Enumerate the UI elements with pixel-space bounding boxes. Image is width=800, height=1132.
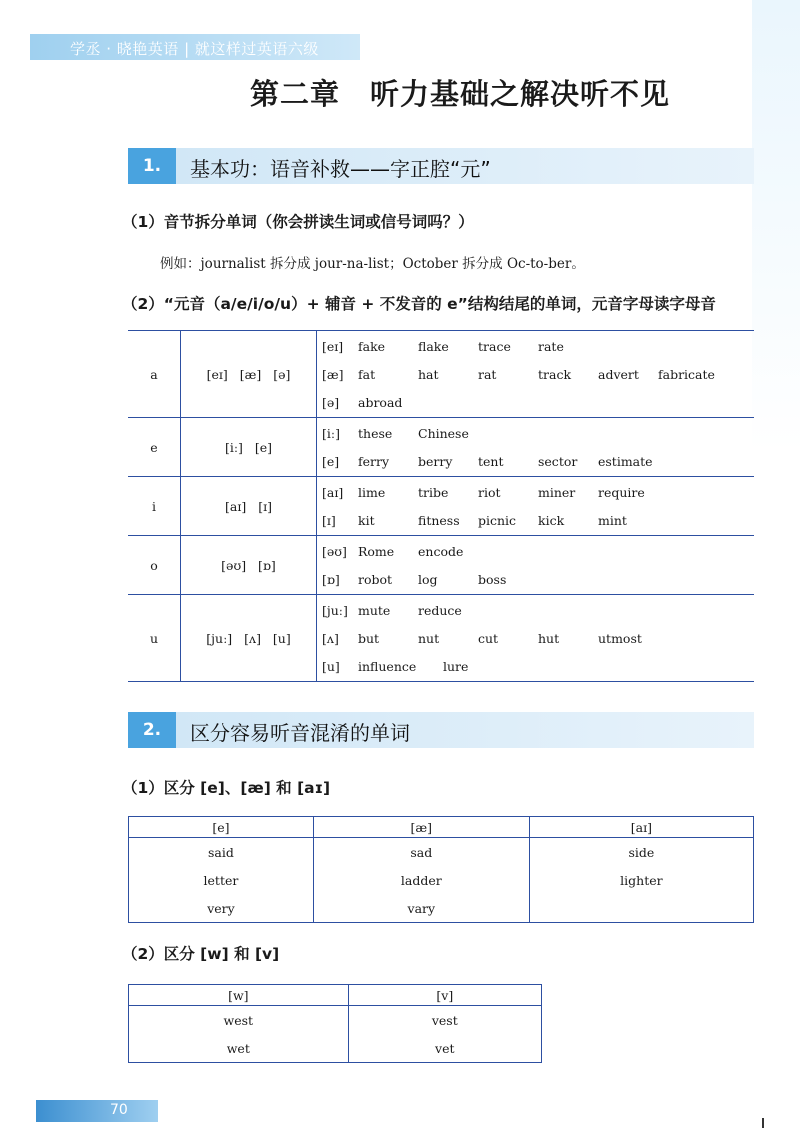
phonetic-symbol: [eɪ] xyxy=(322,338,344,354)
word-row xyxy=(318,360,753,388)
section-2-bar xyxy=(128,712,754,748)
example-word: mint xyxy=(598,512,627,528)
example-word: picnic xyxy=(478,512,517,528)
example-word: these xyxy=(358,425,393,441)
word-row xyxy=(318,332,753,360)
word-row xyxy=(318,419,753,447)
example-word: estimate xyxy=(598,453,653,469)
vowel-sounds: [iː] [e] xyxy=(181,418,317,477)
vowel-letter: i xyxy=(128,477,181,536)
example-word: tribe xyxy=(418,484,449,500)
example-word: boss xyxy=(478,571,507,587)
table-cell: ladder xyxy=(313,866,529,894)
column-header: [v] xyxy=(348,985,541,1006)
example-word: abroad xyxy=(358,394,403,410)
example-word: hut xyxy=(538,630,560,646)
example-word: kit xyxy=(358,512,375,528)
example-word: encode xyxy=(418,543,464,559)
table-cell: said xyxy=(129,838,314,867)
example-word: berry xyxy=(418,453,453,469)
word-row xyxy=(318,624,753,652)
vowel-letter: u xyxy=(128,595,181,682)
example-word: flake xyxy=(418,338,449,354)
example-word: Rome xyxy=(358,543,395,559)
vowel-group-row xyxy=(128,331,754,418)
word-cell xyxy=(317,536,755,595)
example-word: mute xyxy=(358,602,391,618)
example-word: reduce xyxy=(418,602,462,618)
vowel-sounds: [eɪ] [æ] [ə] xyxy=(181,331,317,418)
word-row xyxy=(318,388,753,416)
vowel-group-row xyxy=(128,418,754,477)
table-row xyxy=(129,1034,542,1063)
chapter-title: 第二章 听力基础之解决听不见 xyxy=(249,77,670,111)
section-1-number: 1. xyxy=(128,148,176,184)
table-cell: side xyxy=(529,838,753,867)
vowel-sounds: [aɪ] [ɪ] xyxy=(181,477,317,536)
subheading-vowel-rule: （2）“元音（a/e/i/o/u）+ 辅音 + 不发音的 e”结构结尾的单词，元音字母读字母音 xyxy=(122,295,716,313)
table-cell: vest xyxy=(348,1006,541,1035)
example-word: trace xyxy=(478,338,511,354)
compare-table-w-v xyxy=(128,984,542,1063)
word-row xyxy=(318,537,753,565)
word-row xyxy=(318,447,753,475)
vowel-table xyxy=(128,330,754,682)
example-word: track xyxy=(538,366,572,382)
table-row xyxy=(129,838,754,867)
column-header: [æ] xyxy=(313,817,529,838)
table-cell: wet xyxy=(129,1034,349,1063)
example-word: fat xyxy=(358,366,376,382)
vowel-group-row xyxy=(128,477,754,536)
example-word: but xyxy=(358,630,380,646)
subheading-w-v: （2）区分 [w] 和 [v] xyxy=(122,945,280,963)
phonetic-symbol: [æ] xyxy=(322,366,344,382)
table-cell: lighter xyxy=(529,866,753,894)
example-text: 例如：journalist 拆分成 jour-na-list；October 拆分成 Oc-to-ber。 xyxy=(160,256,585,272)
example-word: nut xyxy=(418,630,440,646)
table-cell xyxy=(529,894,753,923)
word-row xyxy=(318,478,753,506)
table-cell: letter xyxy=(129,866,314,894)
example-word: Chinese xyxy=(418,425,469,441)
example-word: ferry xyxy=(358,453,390,469)
compare-table-e-ae-ai xyxy=(128,816,754,923)
phonetic-symbol: [ʌ] xyxy=(322,630,339,646)
vowel-letter: e xyxy=(128,418,181,477)
table-row xyxy=(129,866,754,894)
section-1-bar xyxy=(128,148,754,184)
word-row xyxy=(318,596,753,624)
phonetic-symbol: [ɒ] xyxy=(322,571,340,587)
example-word: hat xyxy=(418,366,439,382)
section-2-number: 2. xyxy=(128,712,176,748)
column-header: [w] xyxy=(129,985,349,1006)
example-word: fake xyxy=(358,338,386,354)
phonetic-symbol: [ɪ] xyxy=(322,512,336,528)
word-row xyxy=(318,506,753,534)
subheading-syllable-split: （1）音节拆分单词（你会拼读生词或信号词吗？） xyxy=(122,213,474,231)
vowel-sounds: [əʊ] [ɒ] xyxy=(181,536,317,595)
example-word: cut xyxy=(478,630,499,646)
example-word: lure xyxy=(443,658,469,674)
table-cell: very xyxy=(129,894,314,923)
example-word: advert xyxy=(598,366,639,382)
phonetic-symbol: [u] xyxy=(322,658,340,674)
column-header: [aɪ] xyxy=(529,817,753,838)
example-word: fabricate xyxy=(658,366,715,382)
vowel-letter: o xyxy=(128,536,181,595)
vowel-letter: a xyxy=(128,331,181,418)
phonetic-symbol: [iː] xyxy=(322,425,340,441)
example-word: miner xyxy=(538,484,576,500)
table-cell: vet xyxy=(348,1034,541,1063)
phonetic-symbol: [e] xyxy=(322,453,340,469)
section-2-title: 区分容易听音混淆的单词 xyxy=(190,721,410,745)
column-header: [e] xyxy=(129,817,314,838)
phonetic-symbol: [aɪ] xyxy=(322,484,344,500)
phonetic-symbol: [əʊ] xyxy=(322,543,347,559)
table-cell: vary xyxy=(313,894,529,923)
example-word: kick xyxy=(538,512,565,528)
table-row xyxy=(129,1006,542,1035)
page-number: 70 xyxy=(110,1102,128,1118)
word-cell xyxy=(317,418,755,477)
right-edge-strip xyxy=(752,0,800,1132)
table-cell: west xyxy=(129,1006,349,1035)
example-word: rat xyxy=(478,366,497,382)
footer-bar xyxy=(36,1100,158,1122)
example-word: lime xyxy=(358,484,386,500)
table-cell: sad xyxy=(313,838,529,867)
word-cell xyxy=(317,331,755,418)
vowel-group-row xyxy=(128,595,754,682)
phonetic-symbol: [juː] xyxy=(322,602,348,618)
example-word: robot xyxy=(358,571,393,587)
section-1-title: 基本功：语音补救——字正腔“元” xyxy=(190,157,491,181)
example-word: influence xyxy=(358,658,417,674)
edge-mark xyxy=(762,1118,764,1128)
example-word: sector xyxy=(538,453,578,469)
example-word: log xyxy=(418,571,438,587)
subheading-e-ae-ai: （1）区分 [e]、[æ] 和 [aɪ] xyxy=(122,779,331,797)
word-row xyxy=(318,652,753,680)
phonetic-symbol: [ə] xyxy=(322,394,340,410)
example-word: fitness xyxy=(418,512,460,528)
vowel-sounds: [juː] [ʌ] [u] xyxy=(181,595,317,682)
example-word: riot xyxy=(478,484,501,500)
table-row xyxy=(129,894,754,923)
word-row xyxy=(318,565,753,593)
series-title: 学丞 · 晓艳英语 | 就这样过英语六级 xyxy=(70,40,319,58)
example-word: require xyxy=(598,484,645,500)
word-cell xyxy=(317,477,755,536)
word-cell xyxy=(317,595,755,682)
example-word: rate xyxy=(538,338,564,354)
example-word: tent xyxy=(478,453,504,469)
example-word: utmost xyxy=(598,630,642,646)
vowel-group-row xyxy=(128,536,754,595)
